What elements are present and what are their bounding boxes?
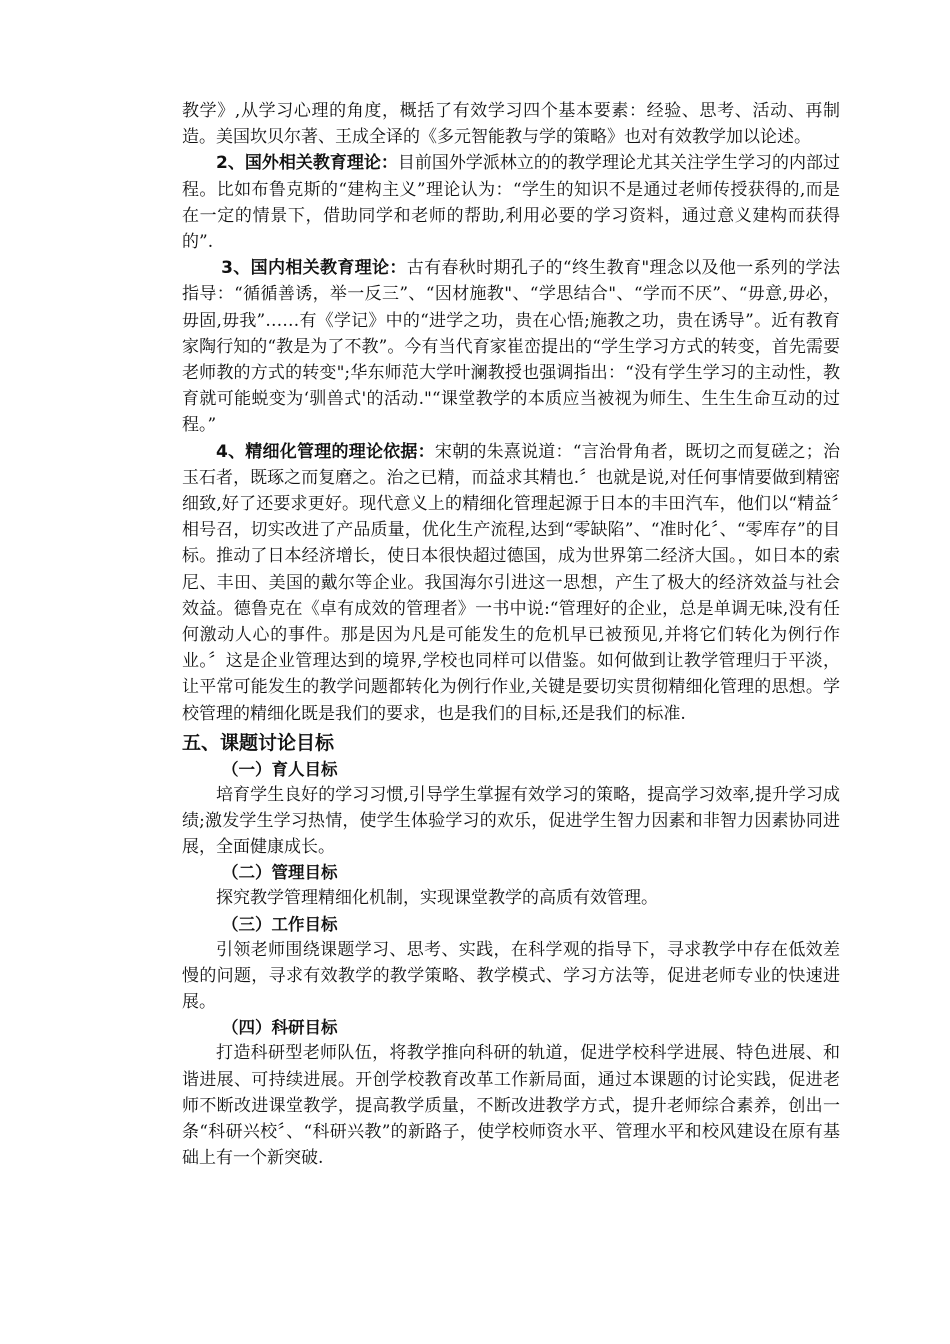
goal-heading-work: （三）工作目标 xyxy=(222,914,338,934)
paragraph-text: 古有春秋时期孔子的“终生教育"理念以及他一系列的学法指导：“循循善诱，举一反三”、“因材施教"、“学思结合"、“学而不厌”、“毋意,毋必，毋固,毋我”……有《学记》中的“进学之功，贵在心悟;施教之功，贵在诱导”。近有教育家陶行知的“教是为了不教”。今有当代育家崔峦提出的“学生学习方式的转变，首先需要老师教的方式的转变";华东师范大学叶澜教授也强调指出：“没有学生学习的主动性，教育就可能蜕变为‘驯兽式'的活动."“课堂教学的本质应当被视为师生、生生生命互动的过程。” xyxy=(182,258,840,436)
paragraph-text: 宋朝的朱熹说道：“言治骨角者，既切之而复磋之；治玉石者，既琢之而复磨之。治之已精，而益求其精也.〞也就是说,对任何事情要做到精密细致,好了还要求更好。现代意义上的精细化管理起源于日本的丰田汽车，他们以“精益〞相号召，切实改进了产品质量，优化生产流程,达到“零缺陷”、“准时化〞、“零库存”的目标。推动了日本经济增长，使日本很快超过德国，成为世界第二经济大国。，如日本的索尼、丰田、美国的戴尔等企业。我国海尔引进这一思想，产生了极大的经济效益与社会效益。德鲁克在《卓有成效的管理者》一书中说:“管理好的企业，总是单调无味,没有任何激动人心的事件。那是因为凡是可能发生的危机早已被预见,并将它们转化为例行作业。〞这是企业管理达到的境界,学校也同样可以借鉴。如何做到让教学管理归于平淡，让平常可能发生的教学问题都转化为例行作业,关键是要切实贯彻精细化管理的思想。学校管理的精细化既是我们的要求，也是我们的目标,还是我们的标准. xyxy=(182,441,840,724)
document-page xyxy=(182,98,840,1171)
paragraph-lead-heading: 4、精细化管理的理论依据： xyxy=(216,441,435,462)
paragraph-lead-heading: 3、国内相关教育理论： xyxy=(221,258,407,279)
paragraph-lead-heading: 2、国外相关教育理论： xyxy=(216,153,398,174)
goal-text-education: 培育学生良好的学习习惯,引导学生掌握有效学习的策略，提高学习效率,提升学习成绩;激发学生学习热情，使学生体验学习的欢乐，促进学生智力因素和非智力因素协同进展，全面健康成长。 xyxy=(182,784,840,858)
paragraph-domestic-theory xyxy=(182,255,840,438)
paragraph-fine-management-theory xyxy=(182,439,840,727)
goal-heading-research: （四）科研目标 xyxy=(222,1018,338,1038)
goal-text-management: 探究教学管理精细化机制，实现课堂教学的高质有效管理。 xyxy=(216,888,658,909)
paragraph-foreign-theory xyxy=(182,150,840,255)
paragraph-intro-continuation xyxy=(182,98,840,150)
paragraph-text: 目前国外学派林立的的教学理论尤其关注学生学习的内部过程。比如布鲁克斯的“建构主义”理论认为：“学生的知识不是通过老师传授获得的,而是在一定的情景下，借助同学和老师的帮助,利用必要的学习资料，通过意义建构而获得的”. xyxy=(182,153,840,253)
goal-heading-management: （二）管理目标 xyxy=(222,863,338,883)
section-heading: 五、课题讨论目标 xyxy=(182,731,335,754)
goal-text-work: 引领老师围绕课题学习、思考、实践，在科学观的指导下，寻求教学中存在低效差慢的问题，寻求有效教学的教学策略、教学模式、学习方法等，促进老师专业的快速进展。 xyxy=(182,939,840,1013)
paragraph-text: 教学》,从学习心理的角度，概括了有效学习四个基本要素：经验、思考、活动、再制造。美国坎贝尔著、王成全译的《多元智能教与学的策略》也对有效教学加以论述。 xyxy=(182,101,840,148)
goal-text-research: 打造科研型老师队伍，将教学推向科研的轨道，促进学校科学进展、特色进展、和谐进展、可持续进展。开创学校教育改革工作新局面，通过本课题的讨论实践，促进老师不断改进课堂教学，提高教学质量，不断改进教学方式，提升老师综合素养，创出一条“科研兴校〞、“科研兴教”的新路子，使学校师资水平、管理水平和校风建设在原有基础上有一个新突破. xyxy=(182,1043,840,1169)
goal-heading-education: （一）育人目标 xyxy=(222,759,338,779)
